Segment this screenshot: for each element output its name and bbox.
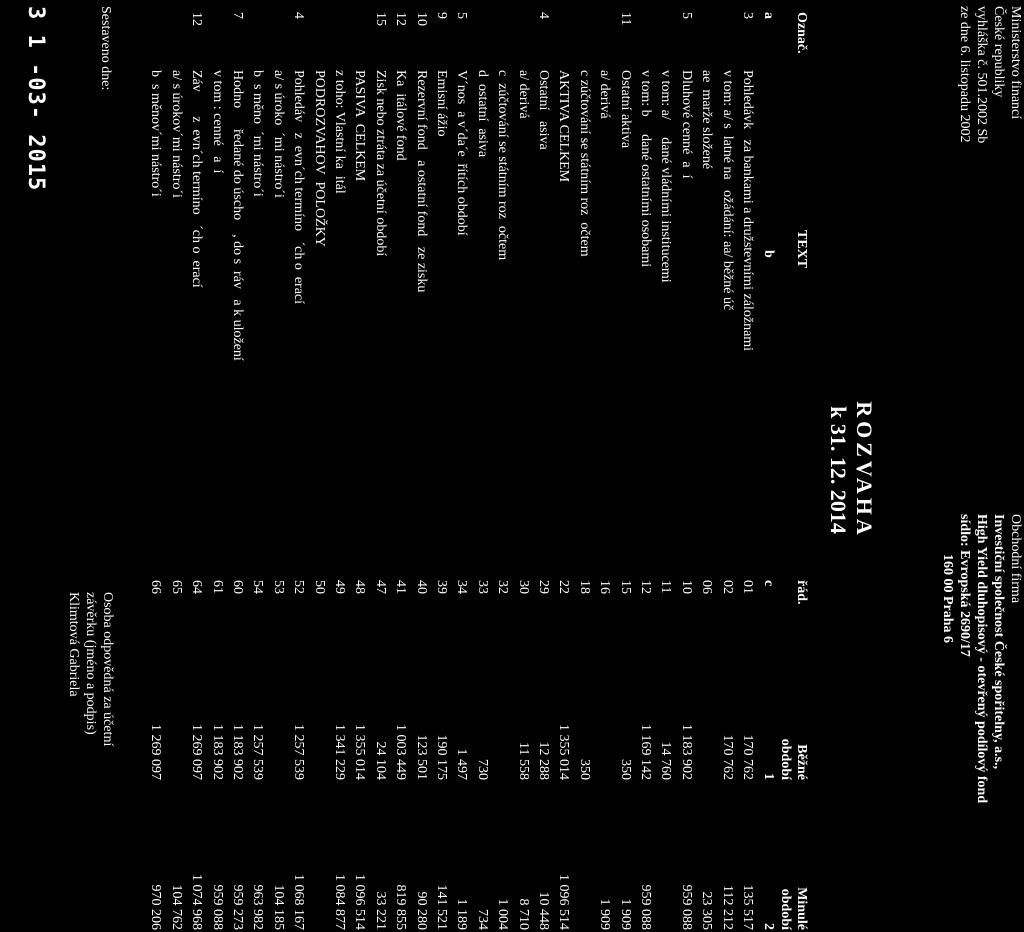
row-previous-period: 135 517	[740, 884, 755, 930]
row-current-period: 350	[576, 759, 592, 780]
row-rad: 39	[434, 580, 449, 594]
table-row	[248, 0, 266, 932]
row-oznac: 11	[617, 12, 633, 26]
table-row	[616, 0, 634, 932]
row-current-period: 1 269 097	[189, 724, 205, 780]
row-oznac: 12	[393, 12, 409, 26]
row-text: Ka itálové fond	[393, 70, 409, 161]
letter-a: a	[761, 12, 776, 19]
row-previous-period: 1 909	[617, 898, 633, 930]
row-text: Dluhové cenné a í	[678, 70, 694, 179]
row-text: b s měnov´mi nástro´i	[148, 70, 164, 197]
issuer-line-1: Ministerstvo financí	[1008, 6, 1023, 120]
date-stamp: 3 1 -03- 2015	[23, 6, 48, 192]
issuer-block	[956, 6, 1024, 143]
row-rad: 52	[291, 580, 307, 594]
row-current-period: 12 288	[536, 741, 551, 780]
row-rad: 29	[536, 580, 551, 594]
row-previous-period: 970 206	[148, 884, 164, 930]
row-text: V´nos a v´da´e řítích období	[454, 70, 470, 236]
header-oznac: Označ.	[794, 12, 809, 54]
row-previous-period: 141 521	[434, 884, 449, 930]
row-current-period: 1 497	[454, 748, 470, 780]
header-obdobi-2: období	[778, 888, 793, 930]
row-oznac: 4	[291, 12, 307, 19]
row-text: Záv z evn´ch termíno ´ch o erací	[189, 70, 205, 288]
table-row	[493, 0, 511, 932]
responsible-line-2: závěrku (jméno a podpis)	[83, 592, 98, 735]
row-rad: 34	[454, 580, 470, 594]
header-bezne: Běžné	[794, 744, 809, 780]
table-row	[330, 0, 348, 932]
row-rad: 61	[209, 580, 225, 594]
table-row	[412, 0, 430, 932]
row-current-period: 1 169 142	[638, 724, 653, 780]
header-rad: řád.	[794, 580, 809, 605]
table-row	[595, 0, 613, 932]
row-text: PASIVA CELKEM	[352, 70, 368, 182]
row-current-period: 1 355 014	[352, 724, 368, 780]
row-rad: 32	[495, 580, 511, 594]
table-row	[371, 0, 389, 932]
row-text: ae marže složené	[699, 70, 715, 170]
table-row	[534, 0, 552, 932]
column-headers-2	[776, 0, 794, 932]
row-rad: 47	[372, 580, 388, 594]
document-title: ROZVAHA	[852, 401, 877, 539]
row-previous-period: 112 212	[719, 885, 735, 930]
row-text: c zúčtování se státním roz očtem	[495, 70, 511, 261]
row-text: c zúčtování se státním roz očtem	[576, 70, 592, 257]
row-text: PODROZVAHOV POLOŽKY	[311, 70, 327, 247]
row-text: v tom: a/ dané vládními institucemi	[658, 70, 674, 283]
row-previous-period: 1 068 167	[291, 874, 307, 930]
row-text: Pohledáv z evn´ch termíno ´ch o erací	[291, 70, 307, 305]
row-current-period: 350	[617, 759, 633, 780]
row-rad: 33	[474, 580, 490, 594]
row-current-period: 24 104	[372, 741, 388, 780]
row-text: d ostatní asiva	[474, 70, 490, 158]
header-text: TEXT	[794, 230, 809, 269]
table-row	[677, 0, 695, 932]
row-previous-period: 1 074 968	[189, 874, 205, 930]
row-rad: 10	[678, 580, 694, 594]
row-text: z toho: Vlastní ka itál	[332, 70, 347, 194]
row-text: Ostatní aktiva	[617, 70, 633, 149]
row-rad: 11	[658, 580, 674, 594]
row-previous-period: 959 088	[209, 884, 225, 930]
row-previous-period: 1 004	[495, 898, 511, 930]
row-current-period: 1 183 902	[230, 724, 245, 780]
row-previous-period: 819 855	[393, 884, 409, 930]
row-oznac: 4	[536, 12, 551, 19]
row-current-period: 1 341 229	[332, 724, 347, 780]
row-oznac: 15	[372, 12, 388, 26]
row-previous-period: 104 185	[270, 884, 286, 930]
row-rad: 48	[352, 580, 368, 594]
responsible-line-3: Klimtová Gabriela	[66, 592, 81, 697]
header-minule: Minulé	[794, 887, 809, 930]
row-rad: 06	[699, 580, 715, 594]
row-rad: 64	[189, 580, 205, 594]
row-current-period: 1 355 014	[556, 724, 572, 780]
letter-2: 2	[761, 923, 776, 930]
row-previous-period: 959 088	[678, 884, 694, 930]
table-row	[269, 0, 287, 932]
table-row	[350, 0, 368, 932]
row-rad: 40	[413, 580, 429, 594]
company-line-1: Investiční společnost České spořitelny, a.s.,	[991, 514, 1006, 770]
row-text: a/ derivá	[597, 70, 613, 119]
row-current-period: 14 760	[658, 741, 674, 780]
table-row	[697, 0, 715, 932]
row-current-period: 123 501	[413, 734, 429, 780]
compiled-label: Sestaveno dne:	[98, 6, 113, 91]
letter-1: 1	[761, 773, 776, 780]
table-row	[208, 0, 226, 932]
row-oznac: 5	[454, 12, 470, 19]
table-row	[636, 0, 654, 932]
row-previous-period: 1 189	[454, 898, 470, 930]
row-oznac: 9	[434, 12, 449, 19]
issuer-line-4: ze dne 6. listopadu 2002	[957, 6, 972, 143]
row-rad: 15	[617, 580, 633, 594]
row-rad: 02	[719, 580, 735, 594]
row-text: v tom: b dané ostatními osobami	[638, 70, 653, 268]
row-current-period: 1 257 539	[291, 724, 307, 780]
row-oznac: 12	[189, 12, 205, 26]
company-line-2: High Yield dluhopisový - otevřený podílový fond	[974, 514, 989, 804]
table-row	[554, 0, 572, 932]
row-rad: 01	[740, 580, 755, 594]
row-text: AKTIVA CELKEM	[556, 70, 572, 183]
row-oznac: 10	[413, 12, 429, 26]
row-previous-period: 1 096 514	[352, 874, 368, 930]
row-previous-period: 23 305	[699, 891, 715, 930]
row-rad: 30	[515, 580, 531, 594]
responsible-line-1: Osoba odpovědná za účetní	[100, 592, 115, 747]
table-row	[289, 0, 307, 932]
row-text: a/ s úroko ´mi nástro´i	[270, 70, 286, 198]
row-current-period: 170 762	[719, 734, 735, 780]
table-row	[167, 0, 185, 932]
row-text: a/ s úrokov´mi nástro´i	[168, 70, 184, 198]
row-text: b s měno ´mi nástro´i	[250, 70, 266, 197]
row-oznac: 7	[230, 12, 245, 19]
company-block	[939, 514, 1024, 803]
row-rad: 41	[393, 580, 409, 594]
row-text: Rezervní fond a ostatní fond ze zisku	[413, 70, 429, 293]
row-previous-period: 33 221	[372, 891, 388, 930]
header-obdobi-1: období	[778, 738, 793, 780]
company-label: Obchodní firma	[1008, 514, 1023, 604]
column-headers	[792, 0, 810, 932]
table-row	[146, 0, 164, 932]
row-previous-period: 963 982	[250, 884, 266, 930]
row-current-period: 1 183 902	[678, 724, 694, 780]
table-row	[432, 0, 450, 932]
table-row	[514, 0, 532, 932]
row-current-period: 1 183 902	[209, 724, 225, 780]
row-rad: 12	[638, 580, 653, 594]
row-current-period: 730	[474, 759, 490, 780]
row-previous-period: 104 762	[168, 884, 184, 930]
table-row	[310, 0, 328, 932]
table-row	[228, 0, 246, 932]
document-date: k 31. 12. 2014	[826, 406, 851, 534]
row-previous-period: 1 096 514	[556, 874, 572, 930]
table-row	[452, 0, 470, 932]
row-current-period: 1 003 449	[393, 724, 409, 780]
row-rad: 22	[556, 580, 572, 594]
letter-c: c	[761, 580, 776, 587]
row-rad: 50	[311, 580, 327, 594]
row-text: Pohledávk za bankami a družstevními záložnami	[740, 70, 755, 352]
row-current-period: 1 269 097	[148, 724, 164, 780]
row-oznac: 5	[678, 12, 694, 19]
table-row	[391, 0, 409, 932]
row-rad: 66	[148, 580, 164, 594]
row-oznac: 3	[740, 12, 755, 19]
row-rad: 18	[576, 580, 592, 594]
row-rad: 16	[597, 580, 613, 594]
row-rad: 53	[270, 580, 286, 594]
row-previous-period: 734	[474, 909, 490, 930]
row-previous-period: 959 088	[638, 884, 653, 930]
column-letters	[759, 0, 777, 932]
letter-b: b	[761, 250, 776, 258]
row-previous-period: 1 909	[597, 898, 613, 930]
row-rad: 49	[332, 580, 347, 594]
issuer-line-3: vyhláška č. 501.2002 Sb	[974, 6, 989, 144]
table-row	[738, 0, 756, 932]
company-line-4: 160 00 Praha 6	[940, 554, 955, 644]
row-rad: 65	[168, 580, 184, 594]
row-text: Hodno ředané do úscho , do s ráv a k uložení	[230, 70, 245, 361]
row-previous-period: 959 273	[230, 884, 245, 930]
row-text: Emisní ážio	[434, 70, 449, 137]
row-previous-period: 1 084 877	[332, 874, 347, 930]
row-text: a/ derivá	[515, 70, 531, 119]
table-row	[656, 0, 674, 932]
table-row	[718, 0, 736, 932]
row-current-period: 170 762	[740, 734, 755, 780]
row-previous-period: 8 710	[515, 898, 531, 930]
table-row	[473, 0, 491, 932]
company-line-3: sídlo: Evropská 2690/17	[957, 514, 972, 657]
row-text: Zisk nebo ztráta za účetní období	[372, 70, 388, 257]
row-text: v tom : cenné a í	[209, 70, 225, 174]
row-current-period: 1 257 539	[250, 724, 266, 780]
responsible-person	[65, 592, 116, 746]
row-rad: 60	[230, 580, 245, 594]
row-current-period: 190 175	[434, 734, 449, 780]
row-rad: 54	[250, 580, 266, 594]
row-previous-period: 10 448	[536, 891, 551, 930]
row-previous-period: 90 280	[413, 891, 429, 930]
row-text: Ostatní asiva	[536, 70, 551, 150]
row-text: v tom: a/ s latné na ožádání: aa/ běžné úč	[719, 70, 735, 311]
table-row	[187, 0, 205, 932]
row-current-period: 11 558	[515, 742, 531, 780]
issuer-line-2: České republiky	[991, 6, 1006, 98]
table-row	[575, 0, 593, 932]
